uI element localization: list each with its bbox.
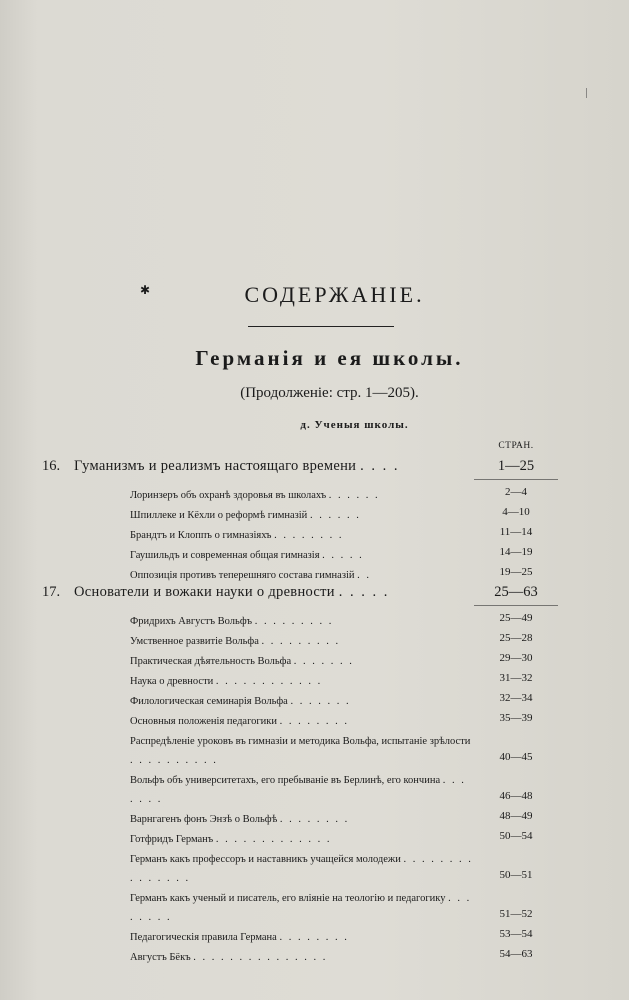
subentry-title [130,546,475,565]
subentry-title-text: Фридрихъ Августъ Вольфъ [130,616,253,627]
leader-dots: . . . . . . . . [274,530,344,541]
subentry-pages: 53—54 [499,928,533,940]
leader-dots: . . . . . . [309,510,361,521]
entry-pages: 1—25 [497,458,535,474]
entry-title [74,584,389,601]
asterisk-icon: ✱ [140,283,151,297]
subentry-pages: 19—25 [499,566,533,578]
subentry-title [130,566,475,585]
subentry-pages: 32—34 [499,692,533,704]
leader-dots: . . . . [360,458,400,474]
contents-heading: СОДЕРЖАНІЕ. [244,282,425,307]
leader-dots: . . . . . . . . [130,893,472,923]
subentry-pages: 51—52 [499,908,533,920]
subentry-title [130,830,475,849]
page-underline [474,479,558,480]
subentry-pages: 40—45 [499,751,533,763]
subentry-title [130,612,475,631]
section-heading: д. Ученыя школы. [300,419,409,431]
subentry-title [130,692,475,711]
page-column-header: СТРАН. [498,441,534,451]
subentry-title [130,672,475,691]
leader-dots: . . . . . . . [130,775,466,805]
entry-title-text: Основатели и вожаки науки о древности [74,584,335,600]
leader-dots: . . . . . . . . [279,716,350,727]
leader-dots: . . . . . [338,584,390,600]
subentry-title [130,632,475,651]
subentry-pages: 50—54 [499,830,533,842]
subentry-title-text: Готфридъ Германъ [130,834,214,845]
subentry-pages: 2—4 [505,486,527,498]
subentry-pages: 25—49 [499,612,533,624]
subentry-title-text: Варнгагенъ фонъ Энзѣ о Вольфѣ [130,814,278,825]
entry-number: 16. [42,458,61,474]
subentry-title-text: Гаушильдъ и современная общая гимназія [130,550,320,561]
subentry-title [130,732,475,770]
leader-dots: . . . . . . . [293,656,354,667]
entry-number: 17. [42,584,61,600]
subentry-title-text: Шпиллеке и Кёхли о реформѣ гимназій [130,510,308,521]
subentry-title [130,486,475,505]
subentry-title [130,652,475,671]
subentry-pages: 31—32 [499,672,533,684]
leader-dots: . . . . . . . [290,696,351,707]
part-title: Германія и ея школы. [195,346,464,370]
subentry-title-text: Лоринзеръ объ охранѣ здоровья въ школахъ [130,490,327,501]
leader-dots: . . . . . . . . . . . . . . . [130,854,473,884]
subentry-pages: 46—48 [499,790,533,802]
subentry-title-text: Германъ какъ профессоръ и наставникъ учащейся молодежи [130,854,401,865]
subentry-title-text: Распредѣленіе уроковъ въ гимназіи и методика Вольфа, испытаніе зрѣлости [130,736,471,747]
subentry-title [130,810,475,829]
subentry-title [130,889,475,927]
subentry-pages: 4—10 [502,506,530,518]
subentry-title [130,771,475,809]
subentry-title [130,948,475,967]
subentry-pages: 35—39 [499,712,533,724]
continuation-note: (Продолженіе: стр. 1—205). [240,385,419,401]
leader-dots: . . . . . . [328,490,380,501]
leader-dots: . . . . . . . . [279,814,350,825]
subentry-title [130,928,475,947]
subentry-title [130,526,475,545]
subentry-pages: 54—63 [499,948,533,960]
leader-dots: . . . . . . . . . . . . . [215,834,332,845]
leader-dots: . . [357,570,372,581]
subentry-pages: 29—30 [499,652,533,664]
leader-dots: . . . . . . . . [279,932,349,943]
subentry-title-text: Филологическая семинарія Вольфа [130,696,288,707]
subentry-title [130,712,475,731]
subentry-title-text: Наука о древности [130,676,214,687]
leader-dots: . . . . . . . . . . . . . . . [193,952,328,963]
leader-dots: . . . . . . . . . [254,616,334,627]
subentry-title-text: Умственное развитіе Вольфа [130,636,259,647]
subentry-title-text: Августъ Бёкъ [130,952,191,963]
entry-pages: 25—63 [494,584,538,600]
subentry-pages: 14—19 [499,546,533,558]
entry-title-text: Гуманизмъ и реализмъ настоящаго времени [74,458,357,474]
leader-dots: . . . . . [322,550,364,561]
leader-dots: . . . . . . . . . [261,636,341,647]
subentry-pages: 48—49 [499,810,533,822]
subentry-title-text: Практическая дѣятельность Вольфа [130,656,292,667]
leader-dots: . . . . . . . . . . [130,755,218,766]
entry-title [74,458,400,475]
subentry-pages: 11—14 [499,526,533,538]
subentry-title-text: Германъ какъ ученый и писатель, его вліяніе на теологію и педагогику [130,893,446,904]
leader-dots: . . . . . . . . . . . . [215,676,323,687]
page-underline [474,605,558,606]
subentry-title-text: Основныя положенія педагогики [130,716,278,727]
margin-mark [586,88,587,98]
subentry-pages: 25—28 [499,632,533,644]
subentry-title-text: Оппозиція противъ теперешняго состава гимназій [130,570,355,581]
subentry-title [130,850,475,888]
divider-rule [248,326,394,327]
subentry-pages: 50—51 [499,869,533,881]
subentry-title-text: Брандтъ и Клоппъ о гимназіяхъ [130,530,272,541]
subentry-title-text: Педагогическія правила Германа [130,932,277,943]
subentry-title-text: Вольфъ объ университетахъ, его пребываніе въ Берлинѣ, его кончина [130,775,441,786]
subentry-title [130,506,475,525]
